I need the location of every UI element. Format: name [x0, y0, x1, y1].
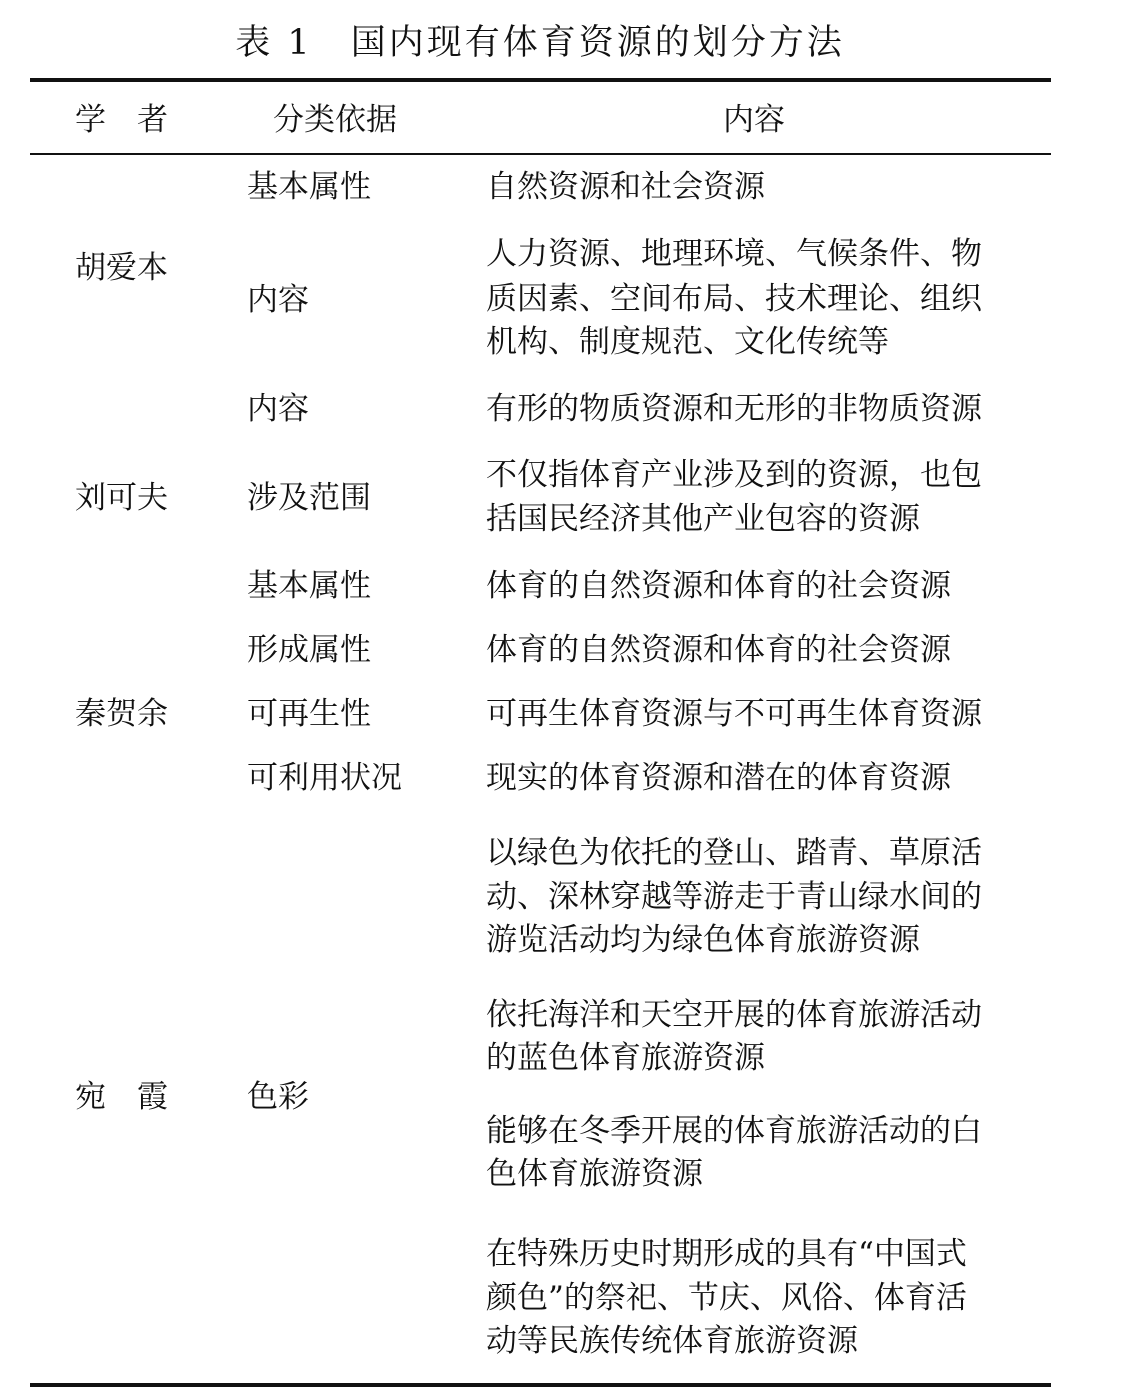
content-line: 依托海洋和天空开展的体育旅游活动 — [486, 997, 982, 1033]
content-line: 体育的自然资源和体育的社会资源 — [486, 632, 951, 668]
content-line: 能够在冬季开展的体育旅游活动的白 — [486, 1113, 982, 1149]
scholar-name: 刘可夫 — [75, 480, 168, 516]
content-line: 以绿色为依托的登山、踏青、草原活 — [486, 835, 982, 871]
basis-cell: 色彩 — [247, 1079, 309, 1115]
content-line: 现实的体育资源和潜在的体育资源 — [486, 760, 951, 796]
bottom-rule — [30, 1383, 1051, 1387]
content-line: 在特殊历史时期形成的具有“中国式 — [486, 1236, 967, 1272]
content-line: 机构、制度规范、文化传统等 — [486, 324, 889, 360]
content-line: 人力资源、地理环境、气候条件、物 — [486, 236, 982, 272]
header-content: 内容 — [723, 102, 785, 138]
content-line: 体育的自然资源和体育的社会资源 — [486, 568, 951, 604]
table-title: 表 1 国内现有体育资源的划分方法 — [235, 23, 845, 63]
header-scholar: 学 者 — [75, 102, 168, 138]
basis-cell: 基本属性 — [247, 169, 371, 205]
basis-cell: 可再生性 — [247, 696, 371, 732]
header-rule — [30, 153, 1051, 155]
content-line: 质因素、空间布局、技术理论、组织 — [486, 281, 982, 317]
header-basis: 分类依据 — [273, 102, 397, 138]
content-line: 不仅指体育产业涉及到的资源，也包 — [486, 457, 982, 493]
content-line: 游览活动均为绿色体育旅游资源 — [486, 922, 920, 958]
basis-cell: 基本属性 — [247, 568, 371, 604]
basis-cell: 涉及范围 — [247, 480, 371, 516]
basis-cell: 内容 — [247, 282, 309, 318]
scholar-name: 胡爱本 — [75, 250, 168, 286]
scholar-name: 秦贺余 — [75, 696, 168, 732]
basis-cell: 可利用状况 — [247, 760, 402, 796]
scholar-name: 宛 霞 — [75, 1079, 168, 1115]
top-rule — [30, 78, 1051, 82]
content-line: 动、深林穿越等游走于青山绿水间的 — [486, 879, 982, 915]
basis-cell: 形成属性 — [247, 632, 371, 668]
content-line: 的蓝色体育旅游资源 — [486, 1040, 765, 1076]
content-line: 可再生体育资源与不可再生体育资源 — [486, 696, 982, 732]
basis-cell: 内容 — [247, 391, 309, 427]
content-line: 括国民经济其他产业包容的资源 — [486, 501, 920, 537]
content-line: 自然资源和社会资源 — [486, 169, 765, 205]
content-line: 颜色”的祭祀、节庆、风俗、体育活 — [486, 1280, 967, 1316]
content-line: 动等民族传统体育旅游资源 — [486, 1323, 858, 1359]
content-line: 有形的物质资源和无形的非物质资源 — [486, 391, 982, 427]
content-line: 色体育旅游资源 — [486, 1156, 703, 1192]
